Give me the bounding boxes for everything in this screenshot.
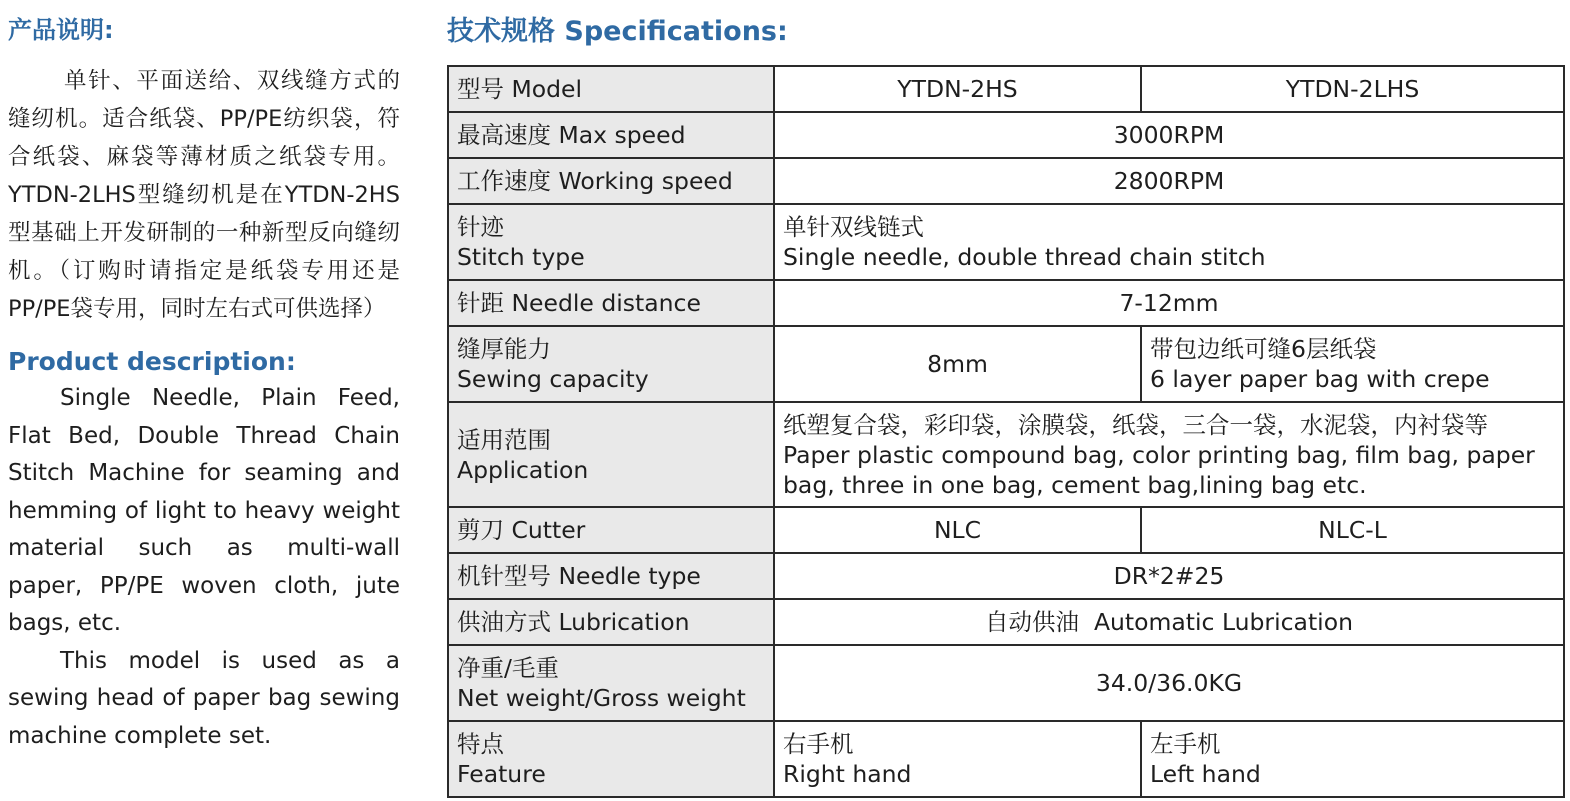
value-en: Right hand <box>783 760 912 788</box>
product-en-heading: Product description: <box>8 347 296 376</box>
value-cell <box>774 721 1141 797</box>
label-cell: 针距 Needle distance <box>448 280 774 326</box>
table-row-application <box>448 402 1564 507</box>
label-cell: 机针型号 Needle type <box>448 553 774 599</box>
label-en: Stitch type <box>457 243 585 271</box>
value-cell: NLC <box>774 507 1141 553</box>
product-en-line: This model is used as a <box>60 647 400 674</box>
value-cell <box>774 204 1564 280</box>
table-row-working-speed <box>448 158 1564 204</box>
table-row-feature <box>448 721 1564 797</box>
label-cell: 型号 Model <box>448 66 774 112</box>
value-cell: YTDN-2HS <box>774 66 1141 112</box>
product-cn-line: 时左右式可供选择） <box>183 296 386 322</box>
product-en-line: Single Needle, Plain Feed, <box>60 385 400 411</box>
label-cell: 供油方式 Lubrication <box>448 599 774 645</box>
product-en-line: hemming of light to heavy weight <box>8 497 400 524</box>
value-cell <box>1141 721 1564 797</box>
label-cn: 适用范围 <box>457 425 551 454</box>
table-row-lubrication <box>448 599 1564 645</box>
table-row-needle-type <box>448 553 1564 599</box>
value-cell: 7-12mm <box>774 280 1564 326</box>
label-en: Feature <box>457 760 546 788</box>
value-cn: 带包边纸可缝6层纸袋 <box>1150 335 1377 363</box>
value-cell: NLC-L <box>1141 507 1564 553</box>
value-en: Single needle, double thread chain stitch <box>783 243 1266 271</box>
label-cell: 最高速度 Max speed <box>448 112 774 158</box>
table-row-weight <box>448 645 1564 721</box>
value-cell <box>1141 326 1564 402</box>
label-cell <box>448 721 774 797</box>
product-en-line: material such as multi-wall <box>8 535 400 561</box>
product-cn-line: 专用。YTDN-2LHS型缝纫机是在 <box>8 144 400 208</box>
specifications-column <box>447 12 1563 52</box>
label-cell <box>448 402 774 507</box>
value-cell: 2800RPM <box>774 158 1564 204</box>
table-row-max-speed <box>448 112 1564 158</box>
specifications-title: 技术规格 Specifications: <box>447 16 788 47</box>
product-en-line: bags, etc. <box>8 610 122 636</box>
value-cell: 8mm <box>774 326 1141 402</box>
value-cell: DR*2#25 <box>774 553 1564 599</box>
product-en-line: Stitch Machine for seaming and <box>8 460 400 486</box>
label-cell: 工作速度 Working speed <box>448 158 774 204</box>
label-cn: 针迹 <box>457 213 504 241</box>
label-en: Application <box>457 455 589 484</box>
product-cn-line: 单针、平面送给、双线缝方式 <box>64 68 378 94</box>
value-en: Paper plastic compound bag, color printing bag, film bag, paper bag, three in one bag, cement bag,lining bag etc. <box>783 440 1535 499</box>
product-cn-line: 袋，符合纸袋、麻袋等薄材质之纸袋 <box>8 106 400 170</box>
value-en: Left hand <box>1150 760 1261 788</box>
value-cell: 34.0/36.0KG <box>774 645 1564 721</box>
label-en: Sewing capacity <box>457 365 649 393</box>
table-row-model <box>448 66 1564 112</box>
table-row-stitch-type <box>448 204 1564 280</box>
value-cell: 自动供油 Automatic Lubrication <box>774 599 1564 645</box>
value-cell: YTDN-2LHS <box>1141 66 1564 112</box>
specifications-table <box>447 65 1565 798</box>
product-en-line: machine complete set. <box>8 722 272 749</box>
value-cn: 纸塑复合袋，彩印袋，涂膜袋，纸袋，三合一袋，水泥袋，内衬袋等 <box>783 410 1488 439</box>
value-cell <box>774 402 1564 507</box>
table-row-sewing-capacity <box>448 326 1564 402</box>
label-cn: 净重/毛重 <box>457 654 559 682</box>
label-cn: 特点 <box>457 730 504 758</box>
label-cell <box>448 326 774 402</box>
product-cn-heading: 产品说明: <box>8 16 114 44</box>
label-cell: 剪刀 Cutter <box>448 507 774 553</box>
product-en-paragraph-2 <box>8 643 400 756</box>
product-en-line: sewing head of paper bag sewing <box>8 685 400 711</box>
product-en-line: paper, PP/PE woven cloth, jute <box>8 572 400 599</box>
value-cell: 3000RPM <box>774 112 1564 158</box>
product-cn-line: YTDN-2HS型基础上开发研制的一 <box>8 182 400 246</box>
product-en-paragraph-1 <box>8 380 400 643</box>
label-en: Net weight/Gross weight <box>457 684 746 712</box>
product-cn-line: 是纸袋专用还是PP/PE袋专用，同 <box>8 258 400 322</box>
value-cn: 右手机 <box>783 730 854 758</box>
value-cn: 左手机 <box>1150 730 1221 758</box>
table-row-needle-distance <box>448 280 1564 326</box>
product-cn-paragraph <box>8 62 400 328</box>
product-cn-line: 种新型反向缝纫机。（订购时请指定 <box>8 220 400 284</box>
product-description-column <box>8 12 400 755</box>
label-cn: 缝厚能力 <box>457 335 551 363</box>
product-cn-line: 的缝纫机。适合纸袋、PP/PE纺织 <box>8 68 400 132</box>
value-en: 6 layer paper bag with crepe <box>1150 365 1490 393</box>
product-en-line: Flat Bed, Double Thread Chain <box>8 422 400 449</box>
value-cn: 单针双线链式 <box>783 213 924 241</box>
label-cell <box>448 204 774 280</box>
label-cell <box>448 645 774 721</box>
table-row-cutter <box>448 507 1564 553</box>
